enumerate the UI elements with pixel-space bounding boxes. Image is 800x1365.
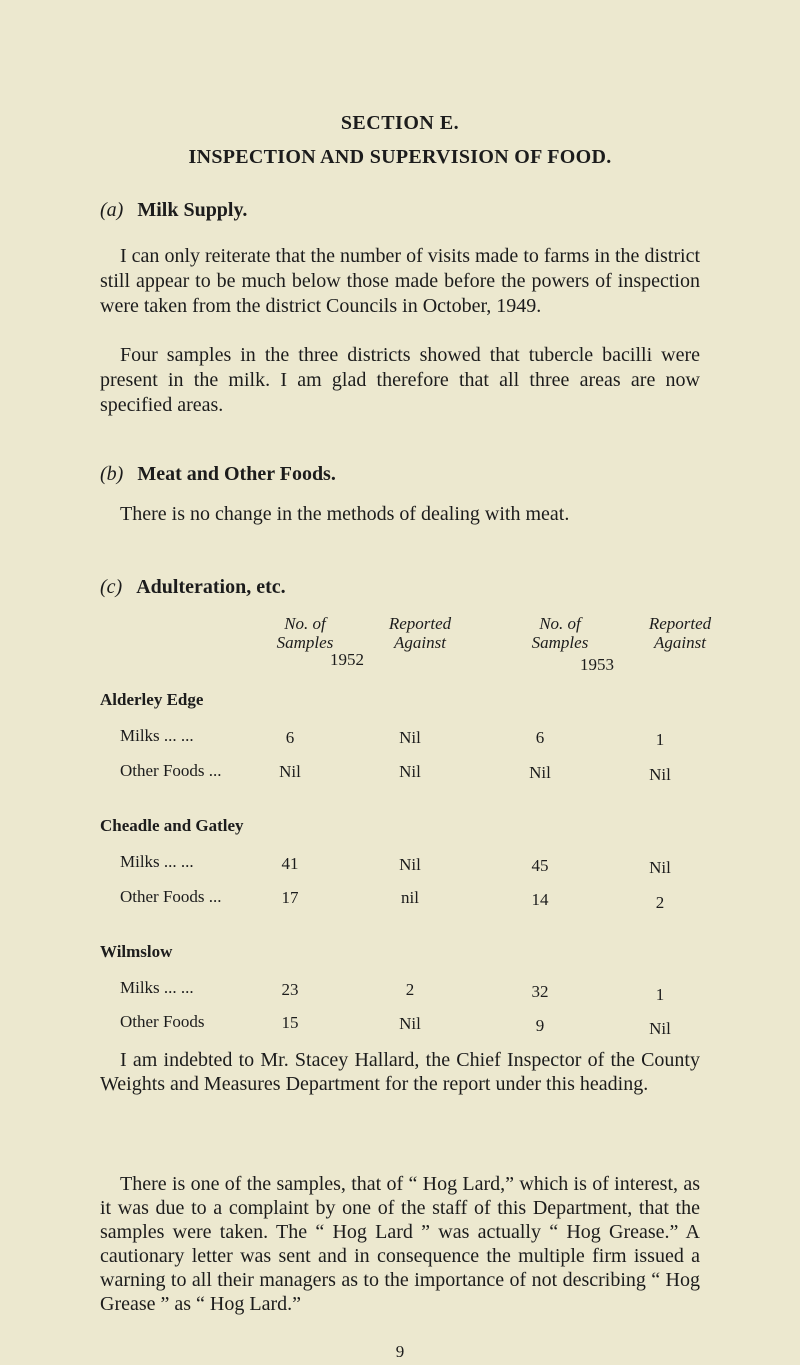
table-cell: 32 [531,982,549,1001]
adulteration-title: Adulteration, etc. [136,576,286,598]
table-cell: 2 [655,893,665,912]
table-cell: nil [401,888,419,907]
table-cell: Nil [399,728,421,747]
meat-title: Meat and Other Foods. [137,463,336,485]
row-label-other-foods: Other Foods ... [120,761,222,780]
table-cell: Nil [529,763,551,782]
section-subtitle: INSPECTION AND SUPERVISION OF FOOD. [188,146,612,168]
row-label-milks: Milks ... ... [120,978,194,997]
milk-supply-title: Milk Supply. [137,199,248,221]
table-cell: 9 [535,1016,545,1035]
table-cell: Nil [279,762,301,781]
hog-lard-paragraph: There is one of the samples, that of “ Hog Lard,” which is of interest, as it was due to a complaint by one of the staff of this Department, that the samples were taken. The “ Hog Lard ” was actually “ Hog Grease.” A cautionary letter was sent and in consequence the multiple firm issued a warning to all their managers as to the importance of not describing “ Hog Grease ” as “ Hog Lard.” [100,1173,700,1315]
table-cell: 23 [281,980,299,999]
row-label-other-foods: Other Foods ... [120,887,222,906]
table-cell: 17 [281,888,299,907]
row-label-milks: Milks ... ... [120,852,194,871]
milk-supply-letter: (a) [100,199,124,221]
page-number: 9 [395,1342,405,1361]
table-cell: 6 [535,728,545,747]
col-samples-1952: No. of Samples [276,614,334,652]
meat-letter: (b) [100,463,124,485]
table-cell: Nil [399,1014,421,1033]
table-cell: 14 [531,890,549,909]
table-cell: 1 [655,730,665,749]
meat-paragraph: There is no change in the methods of dealing with meat. [120,503,570,525]
table-cell: Nil [399,762,421,781]
table-cell: 15 [281,1013,299,1032]
col-reported-1952: Reported Against [388,614,452,652]
col-samples-1953: No. of Samples [531,614,589,652]
milk-supply-heading [100,199,247,222]
row-label-milks: Milks ... ... [120,726,194,745]
table-cell: 1 [655,985,665,1004]
table-cell: Nil [649,765,671,784]
section-title: SECTION E. [340,112,460,134]
table-cell: Nil [649,1019,671,1038]
group-cheadle-gatley: Cheadle and Gatley [100,816,244,835]
year-1953: 1953 [580,655,614,674]
acknowledgement-paragraph: I am indebted to Mr. Stacey Hallard, the Chief Inspector of the County Weights and Measures Department for the report under this heading. [100,1049,700,1095]
table-cell: 2 [405,980,415,999]
table-cell: Nil [399,855,421,874]
adulteration-heading [100,576,286,599]
table-cell: 45 [531,856,549,875]
year-1952: 1952 [330,650,364,669]
row-label-other-foods: Other Foods [120,1012,205,1031]
milk-paragraph-2: Four samples in the three districts showed that tubercle bacilli were present in the milk. I am glad therefore that all three areas are now specified areas. [100,344,700,416]
adulteration-letter: (c) [100,576,123,598]
group-alderley-edge: Alderley Edge [100,690,204,709]
col-reported-1953: Reported Against [648,614,712,652]
group-wilmslow: Wilmslow [100,942,173,961]
milk-paragraph-1: I can only reiterate that the number of visits made to farms in the district still appear to be much below those made before the powers of inspection were taken from the district Councils in October, 1949. [100,245,700,317]
table-cell: 6 [285,728,295,747]
meat-heading [100,463,336,486]
table-cell: 41 [281,854,299,873]
table-cell: Nil [649,858,671,877]
